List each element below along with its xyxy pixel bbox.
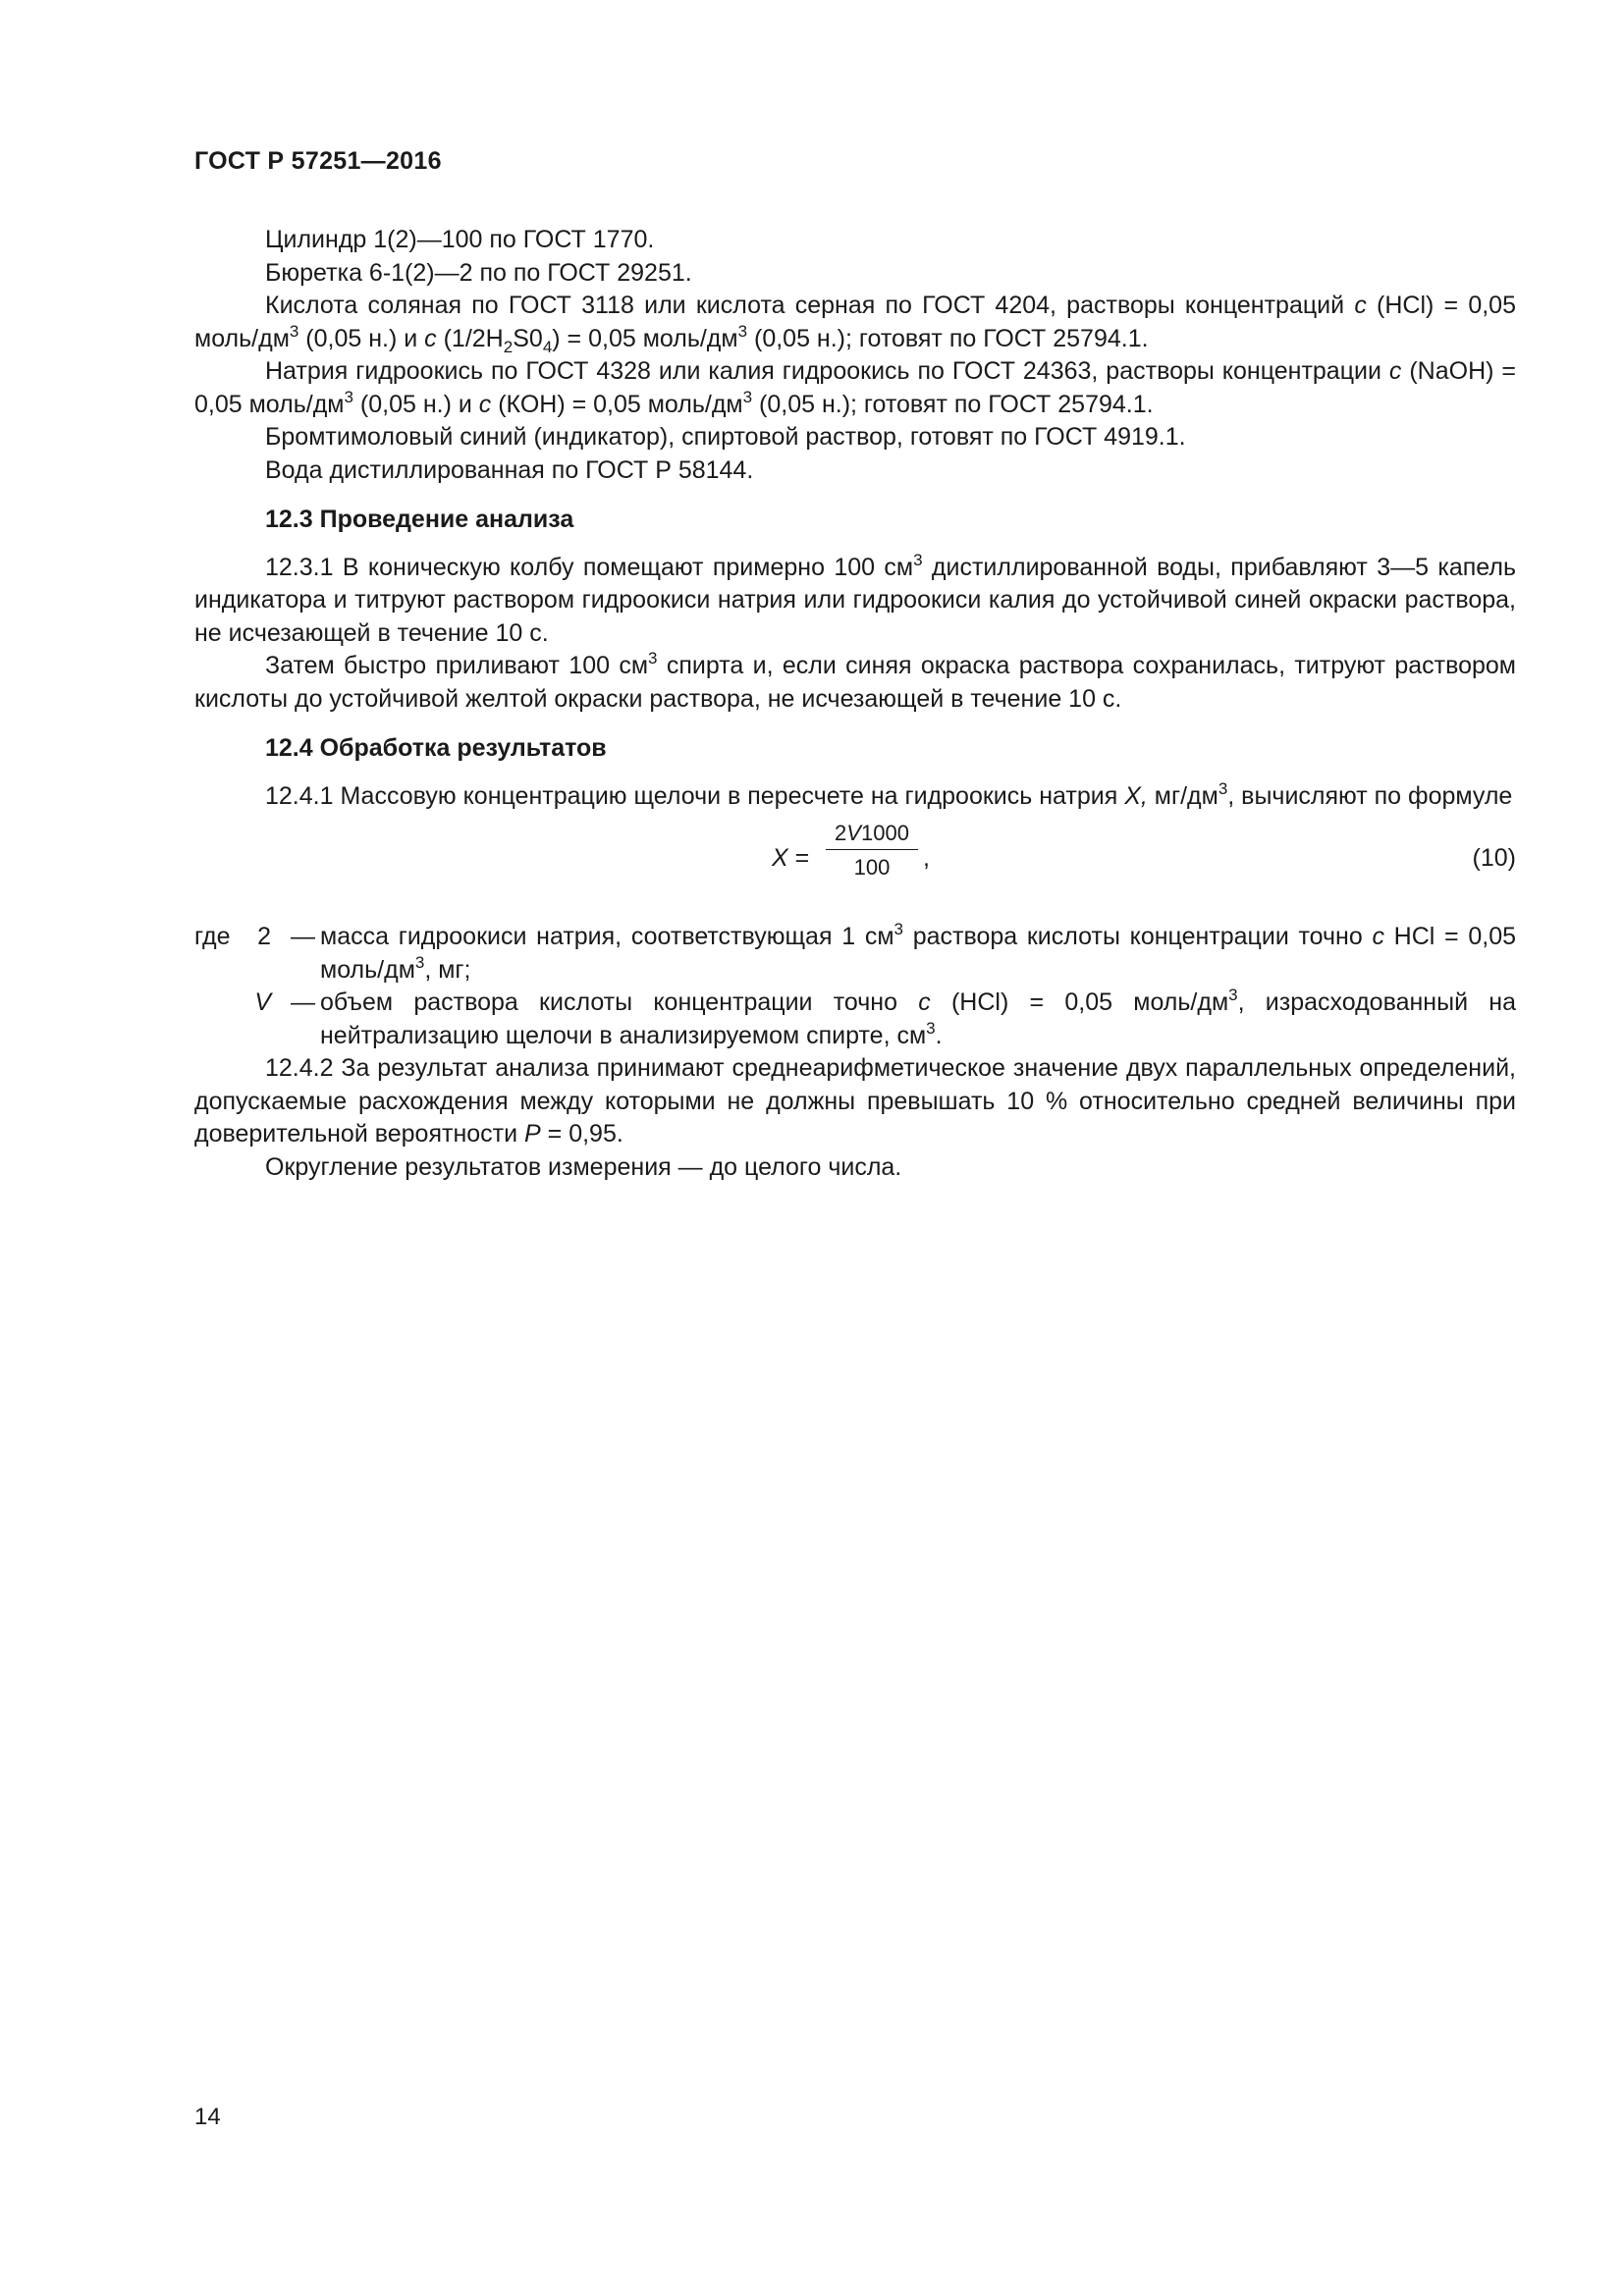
equation-number: (10) [1472, 844, 1516, 872]
text-run: , мг; [424, 955, 471, 984]
text-run: Затем быстро приливают 100 см [265, 652, 649, 679]
formula-equals: = [787, 844, 810, 872]
legend-item [194, 987, 1516, 1052]
italic-var: c [1388, 357, 1402, 385]
text-run: , вычисляют по формуле [1227, 781, 1513, 810]
superscript: 3 [1228, 986, 1238, 1004]
text-run: 1000 [860, 821, 909, 845]
italic-var: P [524, 1120, 541, 1148]
text-run: дистиллированной воды, прибавляют 3—5 капель индикатора и титруют раствором гидроокиси натрия или гидроокиси калия до устойчивой синей окраски раствора, не исчезающей в течение 10 с. [194, 553, 1516, 647]
paragraph-12-4-1 [194, 780, 1516, 814]
text-run: S0 [513, 324, 543, 352]
formula-variable: X [772, 844, 788, 872]
text-run: 12.4.2 За результат анализа принимают среднеарифметическое значение двух параллельных определений, допускаемые расхождения между которыми не должны превышать 10 % относительно средней величины при доверительной вероятности [194, 1054, 1516, 1148]
text-run: (0,05 н.); готовят по ГОСТ 25794.1. [747, 324, 1149, 352]
italic-var: c [1372, 923, 1384, 950]
superscript: 3 [742, 387, 753, 406]
superscript: 3 [648, 649, 658, 667]
formula-variable: V [846, 821, 861, 845]
subscript: 4 [542, 337, 553, 356]
italic-var: c [424, 324, 437, 352]
legend-dash: — [291, 923, 315, 950]
text-run: (0,05 н.); готовят по ГОСТ 25794.1. [752, 390, 1154, 418]
italic-var: X, [1124, 781, 1148, 810]
legend-description [320, 987, 1516, 1052]
superscript: 3 [414, 952, 425, 972]
paragraph-water: Вода дистиллированная по ГОСТ Р 58144. [265, 455, 754, 484]
superscript: 3 [926, 1018, 936, 1038]
formula-10 [194, 817, 1516, 907]
legend-dash: — [291, 988, 315, 1016]
paragraph-indicator: Бромтимоловый синий (индикатор), спиртовой раствор, готовят по ГОСТ 4919.1. [265, 423, 1186, 451]
text-run: Натрия гидроокись по ГОСТ 4328 или калия гидроокись по ГОСТ 24363, растворы концентрации [265, 357, 1389, 385]
text-run: (HCl) = 0,05 моль/дм [194, 292, 1516, 352]
superscript: 3 [344, 387, 353, 406]
text-run: Кислота соляная по ГОСТ 3118 или кислота серная по ГОСТ 4204, растворы концентраций [265, 292, 1355, 319]
text-run: HCl = 0,05 моль/дм [320, 923, 1517, 984]
legend-symbol: V [254, 988, 271, 1016]
text-run: (0,05 н.) и [298, 324, 425, 352]
paragraph-12-4-2 [194, 1052, 1516, 1151]
paragraph-12-3-1 [194, 552, 1516, 651]
section-heading-12-4: 12.4 Обработка результатов [265, 734, 607, 762]
text-run: = 0,95. [540, 1120, 623, 1148]
formula-numerator [826, 819, 918, 850]
subscript: 2 [503, 337, 514, 356]
paragraph-rounding: Округление результатов измерения — до целого числа. [265, 1152, 902, 1181]
legend-where-word: где [194, 923, 231, 950]
paragraph-cylinder: Цилиндр 1(2)—100 по ГОСТ 1770. [265, 226, 655, 253]
superscript: 3 [737, 321, 748, 341]
text-run: мг/дм [1147, 781, 1218, 810]
section-heading-12-3: 12.3 Проведение анализа [265, 506, 574, 533]
text-run: масса гидроокиси натрия, соответствующая 1 см [320, 923, 894, 950]
superscript: 3 [289, 321, 299, 341]
text-run: 12.3.1 В коническую колбу помещают примерно 100 см [265, 553, 914, 581]
document-body [194, 224, 1516, 1184]
legend-item [194, 921, 1516, 987]
text-run: ) = 0,05 моль/дм [552, 324, 738, 352]
text-run: (NaOH) = 0,05 моль/дм [194, 357, 1516, 418]
formula-legend [194, 921, 1516, 1052]
text-run: объем раствора кислоты концентрации точно [320, 988, 919, 1016]
formula-comma: , [923, 844, 930, 872]
formula-fraction [826, 819, 918, 881]
text-run: спирта и, если синяя окраска раствора сохранилась, титруют раствором кислоты до устойчивой желтой окраски раствора, не исчезающей в течение 10 с. [194, 652, 1516, 713]
text-run: 12.4.1 Массовую концентрацию щелочи в пересчете на гидроокись натрия [265, 781, 1125, 810]
formula-lhs [772, 842, 809, 876]
paragraph-acid [194, 290, 1516, 355]
text-run: (0,05 н.) и [352, 390, 479, 418]
paragraph-burette: Бюретка 6-1(2)—2 по по ГОСТ 29251. [265, 258, 692, 287]
paragraph-12-3-2 [194, 650, 1516, 716]
text-run: (1/2H [436, 324, 504, 352]
legend-symbol: 2 [257, 923, 271, 950]
italic-var: c [918, 988, 931, 1016]
text-run: (HCl) = 0,05 моль/дм [930, 988, 1229, 1016]
page-number: 14 [194, 2104, 221, 2130]
superscript: 3 [913, 550, 923, 569]
italic-var: c [1354, 292, 1367, 319]
superscript: 3 [1218, 778, 1228, 798]
text-run: раствора кислоты концентрации точно [902, 923, 1373, 950]
text-run: 2 [835, 821, 847, 845]
legend-description [320, 921, 1516, 987]
italic-var: c [478, 390, 492, 418]
text-run: (КОН) = 0,05 моль/дм [491, 390, 743, 418]
text-run: , израсходованный на нейтрализацию щелочи в анализируемом спирте, см [320, 988, 1516, 1049]
paragraph-hydroxide [194, 355, 1516, 421]
text-run: . [935, 1021, 943, 1049]
document-header: ГОСТ Р 57251—2016 [194, 147, 442, 175]
superscript: 3 [893, 920, 903, 938]
formula-denominator: 100 [853, 855, 891, 880]
